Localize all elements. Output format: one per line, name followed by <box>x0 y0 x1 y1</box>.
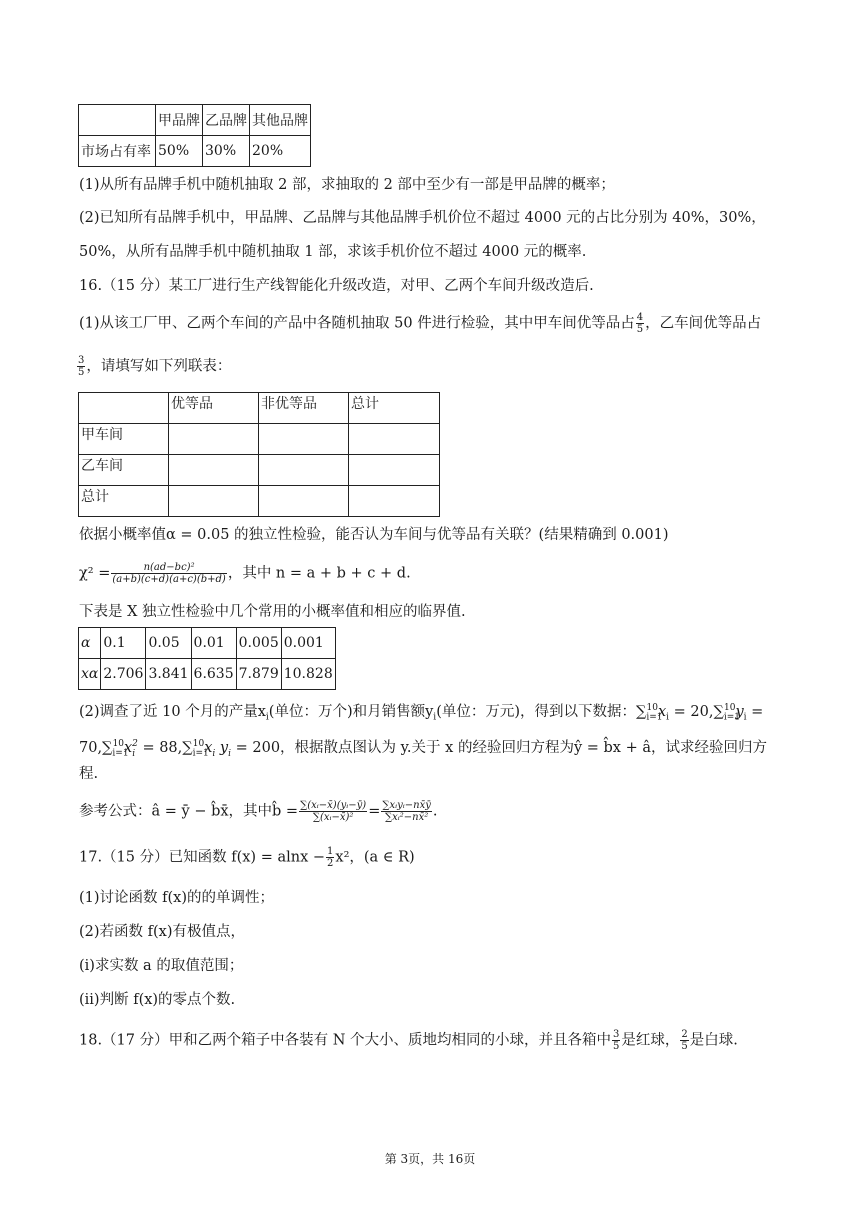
text-span: 18.（17 分）甲和乙两个箱子中各装有 N 个大小、质地均相同的小球，并且各箱中 <box>79 1032 612 1049</box>
table-cell <box>79 393 169 424</box>
table-cell: 0.005 <box>236 628 281 659</box>
text-span: (单位：万个)和月销售额y <box>268 703 434 720</box>
text-span: y <box>735 703 744 720</box>
text-span: x²，(a ∈ R) <box>335 849 415 866</box>
q15-part1: (1)从所有品牌手机中随机抽取 2 部，求抽取的 2 部中至少有一部是甲品牌的概率； <box>79 177 615 193</box>
table-cell <box>349 424 440 455</box>
text-span: = 20,∑ <box>669 703 724 720</box>
table-cell: 0.05 <box>146 628 191 659</box>
q16-part1-line1 <box>79 312 761 335</box>
table-cell: 6.635 <box>191 659 236 690</box>
text-span: (2)调查了近 10 个月的产量x <box>79 703 266 720</box>
q18-title <box>79 1029 738 1052</box>
q16-part1-text-a: (1)从该工厂甲、乙两个车间的产品中各随机抽取 50 件进行检验，其中甲车间优等品占 <box>79 315 635 332</box>
fraction-denominator: ∑(xᵢ−x̄)² <box>312 812 354 823</box>
text-span: (单位：万元)，得到以下数据：∑ <box>436 703 647 720</box>
table-cell: 甲车间 <box>79 424 169 455</box>
table-cell: 乙品牌 <box>203 105 250 136</box>
text-span: 70,∑ <box>79 739 113 756</box>
table-cell <box>259 424 349 455</box>
q17-part2: (2)若函数 f(x)有极值点， <box>79 924 246 940</box>
table-row <box>79 659 336 690</box>
table-row <box>79 136 311 167</box>
table-cell: 0.001 <box>281 628 335 659</box>
ref-fraction-2 <box>381 800 432 823</box>
table-cell: 2.706 <box>101 659 146 690</box>
chi-rest: ，其中 n = a + b + c + d. <box>227 565 411 582</box>
table-cell: 20% <box>250 136 311 167</box>
q17-part2-i: (i)求实数 a 的取值范围； <box>79 958 244 974</box>
table-cell: 其他品牌 <box>250 105 311 136</box>
chi-lhs: χ² = <box>79 565 111 582</box>
q16-part2-line3: 程. <box>79 766 99 782</box>
fraction-2-5 <box>680 1029 688 1052</box>
fraction-numerator: 1 <box>327 846 334 857</box>
table-row <box>79 105 311 136</box>
table-cell: 7.879 <box>236 659 281 690</box>
q17-part2-ii: (ii)判断 f(x)的零点个数. <box>79 992 236 1008</box>
text-span: 17.（15 分）已知函数 f(x) = alnx − <box>79 849 326 866</box>
fraction-denominator: (a+b)(c+d)(a+c)(b+d) <box>112 574 226 585</box>
market-share-table <box>78 104 311 167</box>
fraction-denominator: 5 <box>78 367 85 378</box>
table-row <box>79 424 440 455</box>
fraction-numerator: n(ad−bc)² <box>111 562 226 574</box>
text-span: = 200，根据散点图认为 y.关于 x 的经验回归方程为ŷ = b̂x + â，试求经验回归方 <box>231 739 767 756</box>
text-span: = <box>746 703 764 720</box>
table-cell: 优等品 <box>169 393 259 424</box>
table-cell: 甲品牌 <box>156 105 203 136</box>
table3-intro: 下表是 X 独立性检验中几个常用的小概率值和相应的临界值. <box>79 604 466 620</box>
table-cell <box>259 486 349 517</box>
text-span: . <box>432 803 438 820</box>
table-cell: 总计 <box>79 486 169 517</box>
table-row <box>79 628 336 659</box>
q16-part1-text-b: ，乙车间优等品占 <box>645 315 762 332</box>
q16-part2-line2: $70,\sum_{i=1}^{10}x_i^2 = 88,\sum_{i=1}^{10}x_i$ $y_i = 200$，根据散点图认为 y.关于 x 的经验回归方程为ŷ = b̂x + â，试求经验回归方 <box>79 739 767 759</box>
fraction-denominator: ∑xᵢ²−nx̄² <box>384 812 429 823</box>
table-cell <box>349 486 440 517</box>
q17-part1: (1)讨论函数 f(x)的的单调性； <box>79 890 275 906</box>
table-cell <box>169 455 259 486</box>
table-cell: 总计 <box>349 393 440 424</box>
q16-part1-line2 <box>79 355 231 378</box>
fraction-3-5 <box>612 1029 620 1052</box>
table-row <box>79 393 440 424</box>
table-row <box>79 486 440 517</box>
page-footer: 第 3页，共 16页 <box>384 1152 476 1166</box>
text-span: = 88,∑ <box>137 739 193 756</box>
table-cell: 50% <box>156 136 203 167</box>
q16-independence-test: 依据小概率值α = 0.05 的独立性检验，能否认为车间与优等品有关联？(结果精确到 0.001) <box>79 527 669 543</box>
reference-formula <box>79 800 438 823</box>
table-cell: α <box>79 628 101 659</box>
text-span: 是白球. <box>689 1032 738 1049</box>
fraction-numerator: 2 <box>681 1029 688 1040</box>
q16-title: 16.（15 分）某工厂进行生产线智能化升级改造，对甲、乙两个车间升级改造后. <box>79 278 594 294</box>
table-cell: 0.01 <box>191 628 236 659</box>
fraction-numerator: 3 <box>78 355 85 366</box>
q15-part2-line2: 50%，从所有品牌手机中随机抽取 1 部，求该手机价位不超过 4000 元的概率. <box>79 244 587 260</box>
fraction-denominator: 5 <box>613 1041 620 1052</box>
table-cell <box>259 455 349 486</box>
chi-square-formula <box>79 562 411 585</box>
ref-fraction-1 <box>299 800 367 823</box>
q16-part2-line1: (2)调查了近 10 个月的产量$x_i$(单位：万个)和月销售额$y_i$(单位：万元)，得到以下数据：$\sum_{i=1}^{10}x_i = 20,\sum_{i=1}^{10}y_i$ = <box>79 703 764 723</box>
q16-part1-text-c: ，请填写如下列联表： <box>86 358 232 375</box>
table-row <box>79 455 440 486</box>
table-cell: 3.841 <box>146 659 191 690</box>
contingency-table <box>78 392 440 517</box>
table-cell <box>349 455 440 486</box>
q17-title <box>79 846 415 869</box>
fraction-denominator: 2 <box>327 858 334 869</box>
table-cell: 0.1 <box>101 628 146 659</box>
table-cell: 市场占有率 <box>79 136 156 167</box>
fraction-numerator: ∑(xᵢ−x̄)(yᵢ−ȳ) <box>300 800 367 811</box>
fraction-numerator: 3 <box>613 1029 620 1040</box>
table-cell: 非优等品 <box>259 393 349 424</box>
table-cell <box>169 424 259 455</box>
text-span: 参考公式：â = ȳ − b̂x̄，其中b̂ = <box>79 803 299 820</box>
fraction-denominator: 5 <box>681 1041 688 1052</box>
fraction-4-5 <box>636 312 644 335</box>
q15-part2-line1: (2)已知所有品牌手机中，甲品牌、乙品牌与其他品牌手机价位不超过 4000 元的占比分别为 40%，30%， <box>79 210 766 226</box>
fraction-numerator: ∑xᵢyᵢ−nx̄ȳ <box>382 800 431 811</box>
table-cell <box>169 486 259 517</box>
table-cell: 乙车间 <box>79 455 169 486</box>
text-span: 是红球， <box>621 1032 680 1049</box>
fraction-denominator: 5 <box>636 324 644 335</box>
table-cell: 10.828 <box>281 659 335 690</box>
critical-value-table <box>78 627 336 690</box>
text-span: x <box>657 703 667 720</box>
fraction-1-2 <box>326 846 334 869</box>
chi-fraction <box>111 562 226 585</box>
fraction-3-5 <box>77 355 85 378</box>
fraction-numerator: 4 <box>636 312 644 323</box>
text-span: = <box>368 803 381 820</box>
table-cell <box>79 105 156 136</box>
table-cell: 30% <box>203 136 250 167</box>
table-cell: xα <box>79 659 101 690</box>
